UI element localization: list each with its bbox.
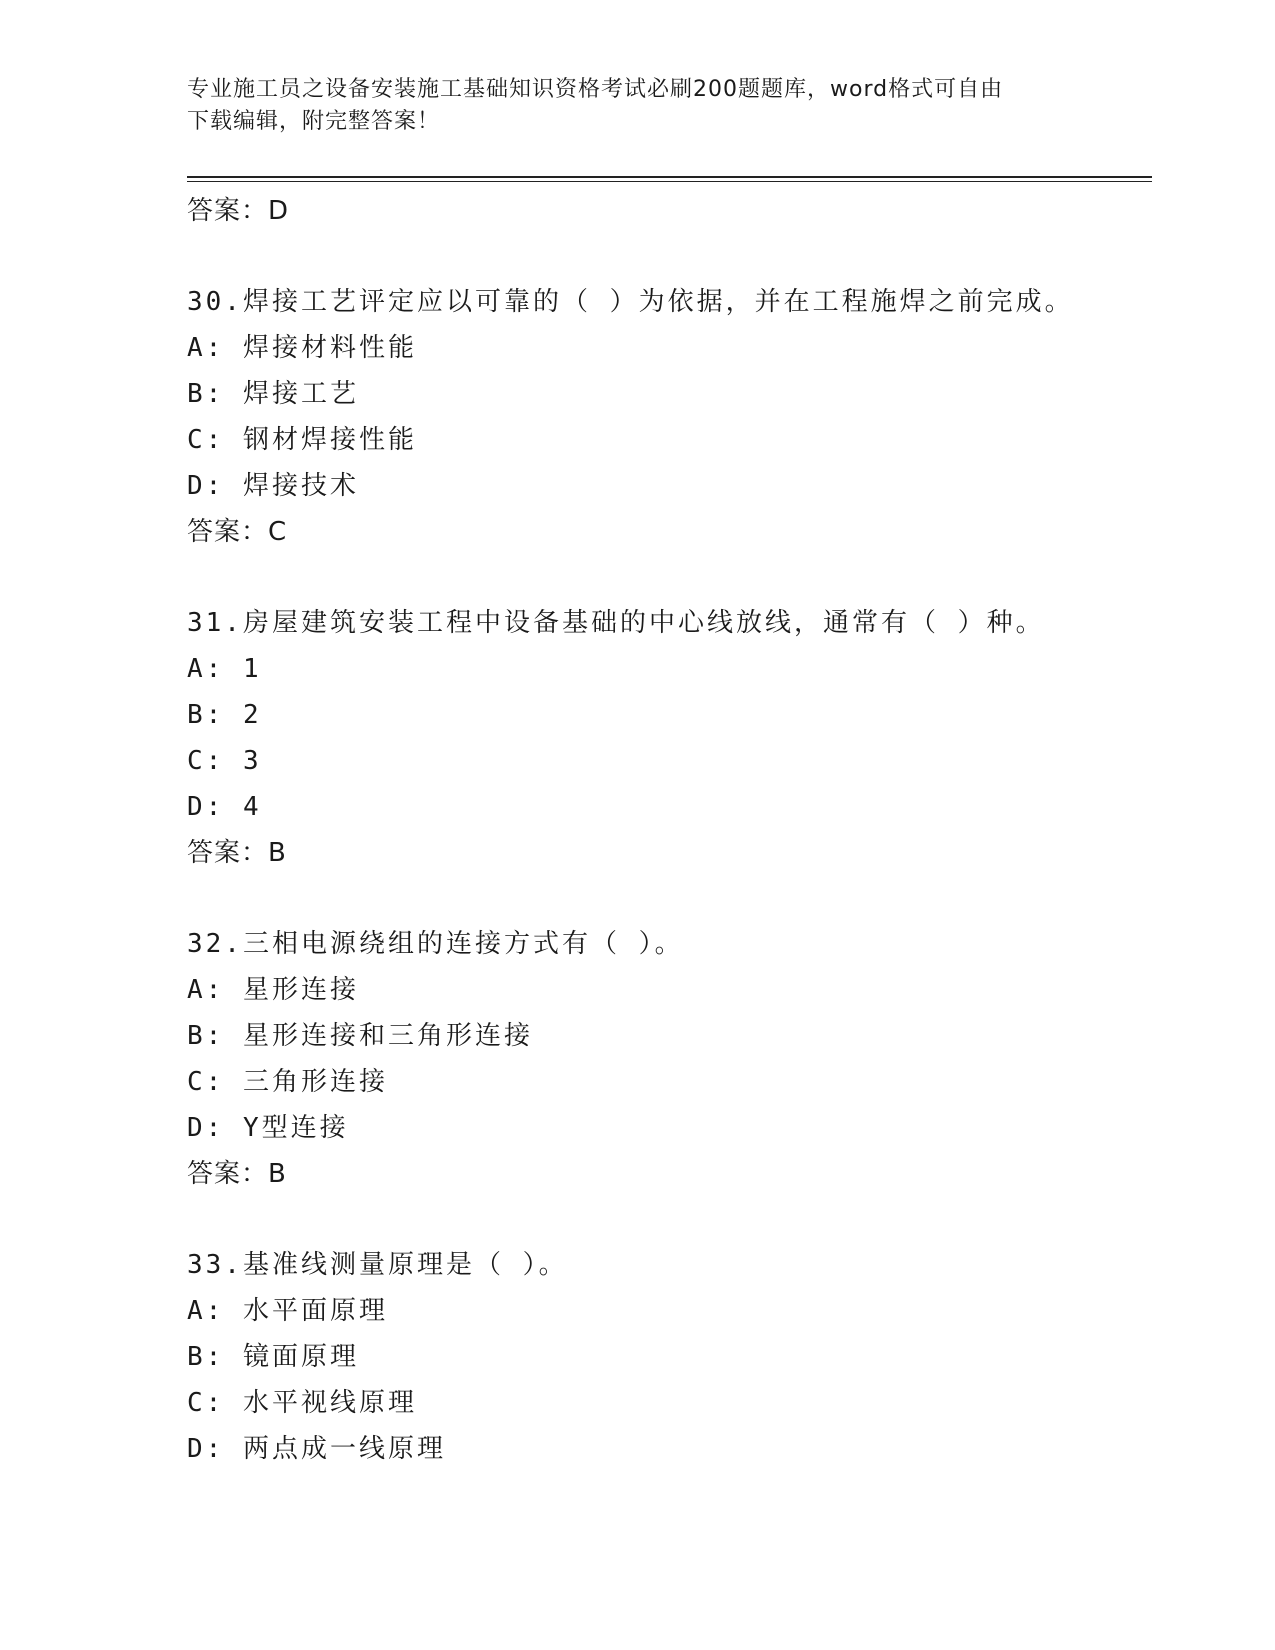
question-stem: 31.房屋建筑安装工程中设备基础的中心线放线，通常有（ ）种。 <box>187 608 1045 638</box>
answer: 答案：B <box>187 1159 287 1189</box>
spacer <box>187 234 1152 279</box>
option-a: A: 焊接材料性能 <box>187 333 417 363</box>
option-b: B: 焊接工艺 <box>187 379 359 409</box>
option-a: A: 星形连接 <box>187 975 359 1005</box>
spacer <box>187 555 1152 600</box>
answer: 答案：B <box>187 838 287 868</box>
option-d: D: 两点成一线原理 <box>187 1434 446 1464</box>
option-c: C: 钢材焊接性能 <box>187 425 417 455</box>
question-stem: 32.三相电源绕组的连接方式有（ ）。 <box>187 929 684 959</box>
option-d: D: 焊接技术 <box>187 471 359 501</box>
question-30 <box>187 279 1152 555</box>
spacer <box>187 1197 1152 1242</box>
answer: 答案：C <box>187 517 288 547</box>
header-line-2: 下载编辑，附完整答案！ <box>187 109 441 134</box>
question-stem: 30.焊接工艺评定应以可靠的（ ）为依据，并在工程施焊之前完成。 <box>187 287 1074 317</box>
option-d: D: 4 <box>187 792 262 822</box>
question-31 <box>187 600 1152 876</box>
header-rule-thin <box>187 181 1152 182</box>
option-a: A: 1 <box>187 654 262 684</box>
question-33 <box>187 1242 1152 1472</box>
option-b: B: 镜面原理 <box>187 1342 359 1372</box>
header-rule-thick <box>187 176 1152 178</box>
option-b: B: 2 <box>187 700 262 730</box>
question-stem: 33.基准线测量原理是（ ）。 <box>187 1250 568 1280</box>
option-c: C: 三角形连接 <box>187 1067 388 1097</box>
question-list <box>187 188 1152 1472</box>
spacer <box>187 876 1152 921</box>
question-32 <box>187 921 1152 1197</box>
document-header <box>187 74 1087 138</box>
previous-answer: 答案：D <box>187 196 290 226</box>
header-line-1: 专业施工员之设备安装施工基础知识资格考试必刷200题题库，word格式可自由 <box>187 77 1004 102</box>
option-b: B: 星形连接和三角形连接 <box>187 1021 533 1051</box>
option-d: D: Y型连接 <box>187 1113 349 1143</box>
option-a: A: 水平面原理 <box>187 1296 388 1326</box>
option-c: C: 3 <box>187 746 262 776</box>
option-c: C: 水平视线原理 <box>187 1388 417 1418</box>
